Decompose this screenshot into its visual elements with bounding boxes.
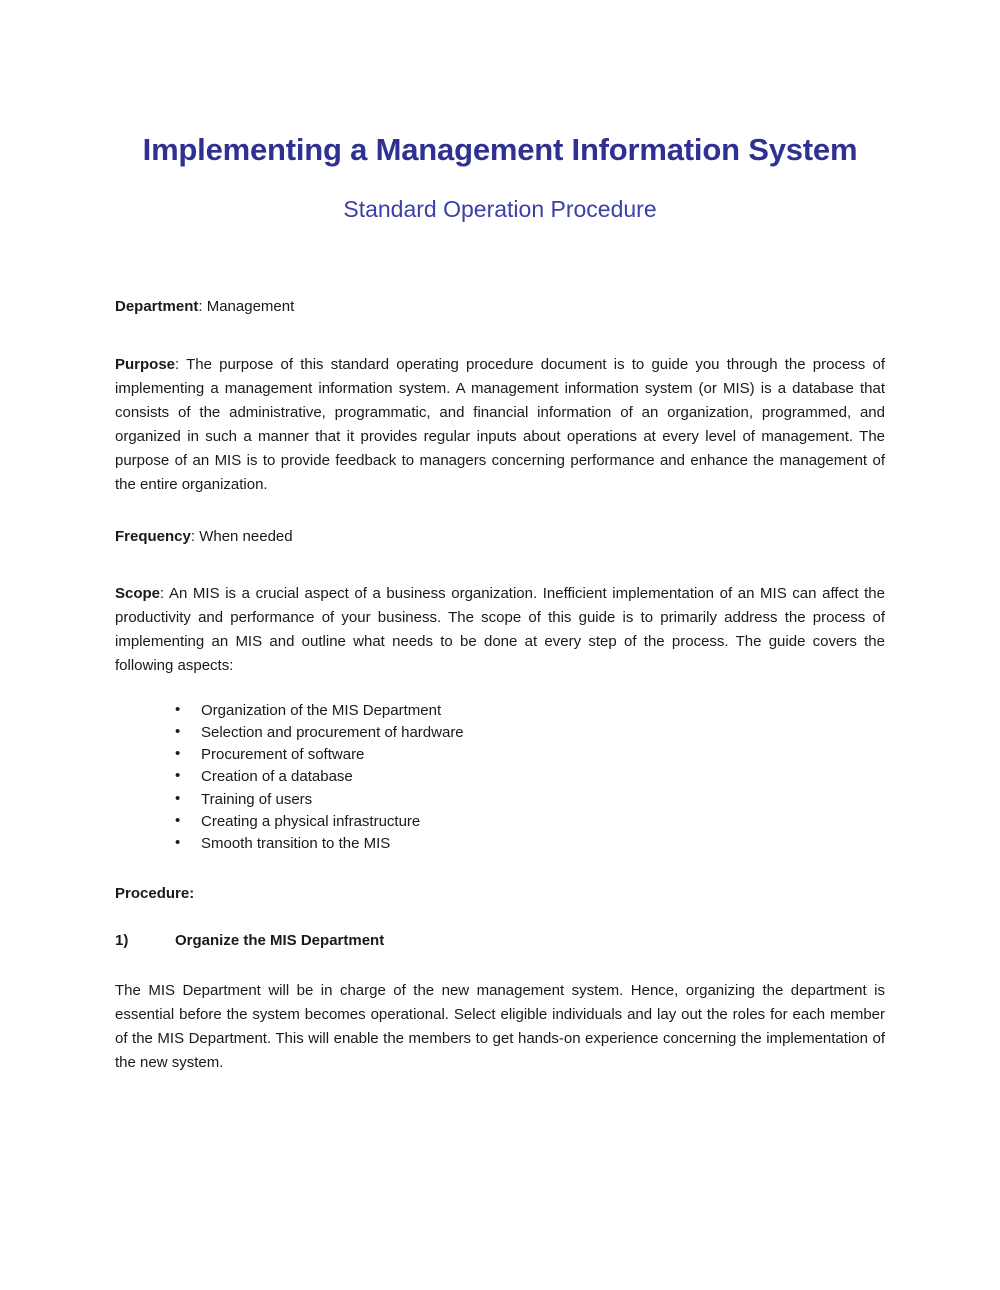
list-item: [175, 811, 885, 833]
list-item-label: Organization of the MIS Department: [201, 701, 442, 719]
scope-separator: :: [160, 584, 169, 602]
list-item: [175, 744, 885, 766]
frequency-field: [115, 525, 885, 548]
page-title: Implementing a Management Information System: [142, 132, 858, 167]
department-separator: :: [198, 298, 207, 316]
purpose-label: Purpose: [115, 355, 176, 373]
procedure-heading: Procedure:: [115, 885, 195, 903]
step-1-title: Organize the MIS Department: [175, 932, 385, 950]
list-item-label: Smooth transition to the MIS: [201, 834, 391, 852]
purpose-separator: :: [175, 355, 187, 373]
department-value: Management: [206, 298, 295, 316]
frequency-label: Frequency: [115, 527, 191, 545]
list-item: [175, 722, 885, 744]
list-item-label: Creating a physical infrastructure: [201, 812, 421, 830]
frequency-separator: :: [190, 527, 200, 545]
list-item-label: Selection and procurement of hardware: [201, 723, 464, 741]
step-1-body: The MIS Department will be in charge of the new management system. Hence, organizing the department is essential before the system becomes operational. Select eligible individuals and lay out the roles for each member of the MIS Department. This will enable the members to get hands-on experience concerning the implementation of the new system.: [115, 982, 885, 1072]
list-item-label: Training of users: [201, 790, 313, 808]
department-field: [115, 295, 885, 318]
frequency-value: When needed: [199, 527, 293, 545]
scope-text: An MIS is a crucial aspect of a business organization. Inefficient implementation of an MIS can affect the productivity and performance of your business. The scope of this guide is to primarily address the process of implementing an MIS and outline what needs to be done at every step of the process. The guide covers the following aspects:: [115, 584, 885, 674]
page-subtitle: Standard Operation Procedure: [343, 196, 657, 223]
list-item-label: Creation of a database: [201, 768, 353, 786]
list-item: [175, 700, 885, 722]
list-item: [175, 766, 885, 788]
step-1-heading: [115, 932, 885, 949]
scope-items-list: [115, 700, 885, 855]
list-item: [175, 833, 885, 855]
step-1-number: 1): [115, 932, 129, 950]
scope-paragraph: [115, 582, 885, 678]
purpose-paragraph: [115, 353, 885, 497]
department-label: Department: [115, 298, 199, 316]
purpose-text: The purpose of this standard operating procedure document is to guide you through the process of implementing a management information system. A management information system (or MIS) is a database that consists of the administrative, programmatic, and financial information of an organization, programmed, and organized in such a manner that it provides regular inputs about operations at every level of management. The purpose of an MIS is to provide feedback to managers concerning performance and enhance the management of the entire organization.: [115, 355, 885, 493]
list-item: [175, 789, 885, 811]
list-item-label: Procurement of software: [201, 746, 365, 764]
scope-label: Scope: [115, 584, 161, 602]
